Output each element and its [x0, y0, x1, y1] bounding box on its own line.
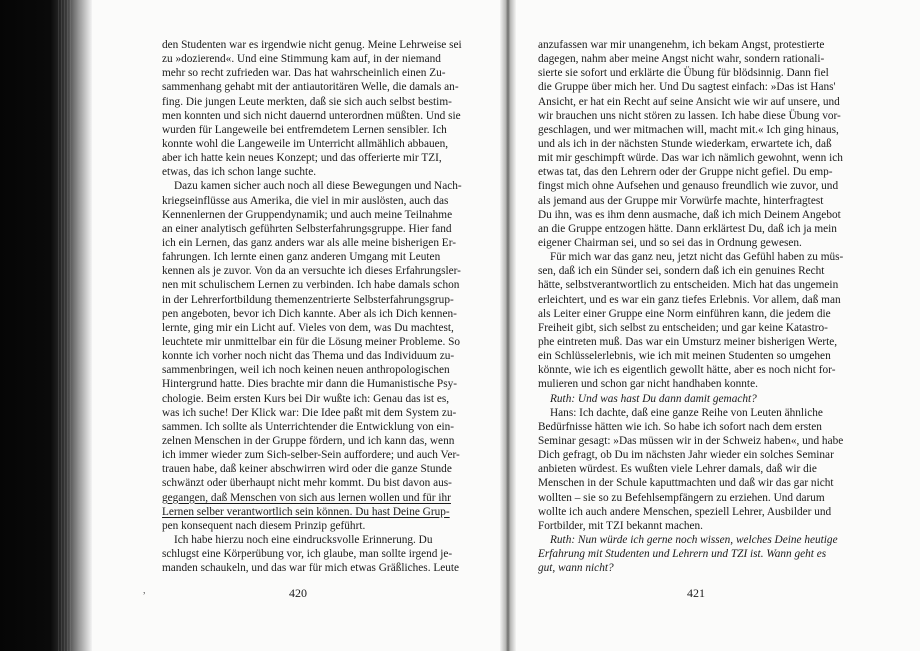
- text-line: mulieren und schon gar nicht handhaben konnte.: [538, 378, 758, 391]
- text-line: fahrungen. Ich lernte einen ganz anderen Umgang mit Leuten: [162, 251, 441, 264]
- scan-dark-edge: [0, 0, 92, 651]
- text-line: hätte, selbstverantwortlich zu entscheiden. Mich hat das ungemein: [538, 279, 839, 292]
- text-line: ich ein Lernen, das ganz anders war als alle meine bisherigen Er-: [162, 236, 456, 249]
- text-line: den Studenten war es irgendwie nicht genug. Meine Lehrweise sei: [162, 39, 462, 51]
- text-line: wir brauchen uns nicht stören zu lassen. Ich habe diese Übung vor-: [538, 109, 841, 122]
- text-line: anzufassen war mir unangenehm, ich bekam Angst, protestierte: [538, 39, 825, 51]
- text-line: sierte sie sofort und erklärte die Übung für blödsinnig. Dann fiel: [538, 67, 829, 80]
- text-line: an einer analytisch geführten Selbsterfahrungsgruppe. Hier fand: [162, 222, 452, 235]
- text-line: sammenbringen, weil ich noch keinen neuen anthropologischen: [162, 364, 450, 377]
- text-line: dagegen, nahm aber meine Angst nicht wahr, sondern rationali-: [538, 53, 825, 66]
- text-line: sammenhang gehabt mit der antiautoritären Welle, die damals an-: [162, 81, 459, 94]
- text-line: konnte wohl die Langeweile im Unterricht allmählich abbauen,: [162, 137, 449, 150]
- text-line: Hans: Ich dachte, daß eine ganze Reihe von Leuten ähnliche: [550, 406, 823, 419]
- text-line: trauen habe, daß keiner abschwirren wird oder die ganze Stunde: [162, 463, 452, 476]
- text-line: lernte, ging mir ein Licht auf. Vieles von dem, was Du machtest,: [162, 321, 454, 334]
- text-line: fingst mich ohne Aufsehen und genauso freundlich wie zuvor, und: [538, 180, 839, 193]
- text-line: an die Gruppe entzogen hätte. Dann erklärtest Du, daß ich ja mein: [538, 222, 837, 235]
- text-line: konnte ich vorher noch nicht das Thema und das Individuum zu-: [162, 350, 455, 363]
- text-line: als jemand aus der Gruppe mir Vorwürfe machte, hinterfragtest: [538, 194, 824, 207]
- text-line: zelnen Menschen in der Gruppe fördern, und ich kann das, wenn: [162, 434, 455, 447]
- text-line: und als ich in der nächsten Stunde wiederkam, erwartete ich, daß: [538, 137, 832, 150]
- text-line: geschlagen, und wer mitmachen will, macht mit.« Ich ging hinaus,: [538, 123, 839, 136]
- text-line: zu »dozierend«. Und eine Stimmung kam auf, in der niemand: [162, 53, 441, 66]
- text-line: Bedürfnisse hätten wie ich. So habe ich sofort nach dem ersten: [538, 420, 822, 433]
- text-line: manden schaukeln, und das war für mich etwas Gräßliches. Leute: [162, 562, 460, 575]
- text-line: Freiheit gibt, sich selbst zu entscheiden; und gar keine Katastro-: [538, 321, 828, 334]
- text-line: anbieten würdest. Es wußten viele Lehrer damals, daß wir die: [538, 463, 817, 476]
- text-line: aber ich hatte kein neues Konzept; und das offerierte mir TZI,: [162, 152, 442, 165]
- text-line: wurden für Langeweile bei entfremdetem Lernen sensibler. Ich: [162, 123, 447, 136]
- text-line: mit mir geschimpft würde. Das war ich nämlich gewohnt, wenn ich: [538, 152, 843, 165]
- text-line: mehr so recht zufrieden war. Das hat wahrscheinlich einen Zu-: [162, 67, 446, 80]
- text-line: gut, wann nicht?: [538, 562, 614, 575]
- text-line: Dich gefragt, ob Du im nächsten Jahr wieder ein solches Seminar: [538, 449, 834, 462]
- text-line: sen, daß ich ein Sünder sei, sondern daß ich ein genuines Recht: [538, 265, 825, 278]
- text-line: fing. Die jungen Leute merkten, daß sie sich auch selbst bestim-: [162, 95, 452, 108]
- text-line: kennen als je zuvor. Von da an versuchte ich dieses Erfahrungsler-: [162, 265, 461, 278]
- text-line: was ich suche! Der Klick war: Die Idee paßt mit dem System zu-: [162, 406, 457, 419]
- text-line: schwänzt oder überhaupt nicht mehr kommt. Du bist davon aus-: [162, 477, 452, 490]
- text-line: phe eintreten muß. Das war ein Umsturz meiner bisherigen Werte,: [538, 335, 838, 348]
- left-page-text: [162, 38, 482, 575]
- right-page-number: 421: [687, 586, 705, 600]
- text-line: gegangen, daß Menschen von sich aus lernen wollen und für ihr: [162, 491, 451, 504]
- text-line: wollten – sie so zu Befehlsempfängern zu erziehen. Und darum: [538, 491, 825, 504]
- right-page-text: [538, 38, 868, 575]
- text-line: sammen. Ich sollte als Unterrichtender die Entwicklung von ein-: [162, 420, 455, 433]
- text-line: Kennenlernen der Gruppendynamik; und auch meine Teilnahme: [162, 208, 453, 221]
- margin-mark: ,: [143, 585, 146, 596]
- text-line: Dazu kamen sicher auch noch all diese Bewegungen und Nach-: [174, 180, 462, 193]
- text-line: Erfahrung mit Studenten und Lehrern und TZI ist. Wann geht es: [538, 548, 827, 561]
- text-line: erleichtert, und es war ein ganz tiefes Erlebnis. Vor allem, daß man: [538, 293, 841, 306]
- text-line: pen konsequent nach diesem Prinzip geführt.: [162, 519, 366, 532]
- text-line: leuchtete mir unmittelbar ein für die Lösung meiner Probleme. So: [162, 335, 461, 348]
- text-line: etwas tat, das den Lehrern oder der Gruppe nicht gefiel. Du emp-: [538, 166, 833, 179]
- text-line: Seminar gesagt: »Das müssen wir in der Schweiz haben«, und habe: [538, 434, 844, 447]
- text-line: chologie. Beim ersten Kurs bei Dir wußte ich: Genau das ist es,: [162, 392, 450, 405]
- book-gutter: [500, 0, 516, 651]
- text-line: Du ihn, was es ihm denn ausmache, daß ich mich Deinem Angebot: [538, 208, 841, 221]
- text-line: Menschen in der Schule kaputtmachten und daß wir das gar nicht: [538, 477, 834, 490]
- left-page-number: 420: [289, 586, 307, 600]
- text-line: die Gruppe über mich her. Und Du sagtest einfach: »Das ist Hans': [538, 81, 836, 94]
- text-line: ich immer wieder zum Sich-selber-Sein auffordere; und auch Ver-: [162, 449, 460, 462]
- text-line: Ruth: Nun würde ich gerne noch wissen, welches Deine heutige: [550, 533, 838, 546]
- text-line: kriegseinflüsse aus Amerika, die viel in mir auslösten, auch das: [162, 194, 449, 207]
- text-line: nen mit schulischem Lernen zu verbinden. Ich habe damals schon: [162, 279, 460, 292]
- text-line: in der Lehrerfortbildung themenzentrierte Selbsterfahrungsgrup-: [162, 293, 454, 306]
- text-line: schlugst eine Körperübung vor, ich glaube, man sollte irgend je-: [162, 548, 453, 561]
- text-line: Ich habe hierzu noch eine eindrucksvolle Erinnerung. Du: [174, 533, 433, 546]
- text-line: Hintergrund hatte. Dies brachte mir dann die Humanistische Psy-: [162, 378, 458, 391]
- text-line: etwas, das ich schon lange suchte.: [162, 166, 317, 179]
- text-line: Fortbilder, mit TZI bekannt machen.: [538, 519, 703, 532]
- text-line: Ansicht, er hat ein Recht auf seine Ansicht wie wir auf unsere, und: [538, 95, 840, 108]
- text-line: als Leiter einer Gruppe eine Norm einführen kann, die jedem die: [538, 307, 831, 320]
- text-line: eigener Chairman sei, und so sei das in Ordnung gewesen.: [538, 236, 802, 249]
- text-line: men konnten und sich nicht dauernd unterordnen müßten. Und sie: [162, 109, 461, 122]
- text-line: Ruth: Und was hast Du dann damit gemacht?: [550, 392, 757, 405]
- text-line: Für mich war das ganz neu, jetzt nicht das Gefühl haben zu müs-: [550, 251, 844, 264]
- text-line: könnte, wie ich es eigentlich gewollt hätte, aber es noch nicht for-: [538, 364, 836, 377]
- text-line: ein Schlüsselerlebnis, wie ich mit meinen Studenten so umgehen: [538, 350, 831, 363]
- text-line: Lernen selber verantwortlich sein können. Du hast Deine Grup-: [162, 505, 450, 518]
- text-line: pen angeboten, bevor ich Dich kannte. Aber als ich Dich kennen-: [162, 307, 457, 320]
- text-line: wollte ich auch andere Menschen, speziell Lehrer, Ausbilder und: [538, 505, 832, 518]
